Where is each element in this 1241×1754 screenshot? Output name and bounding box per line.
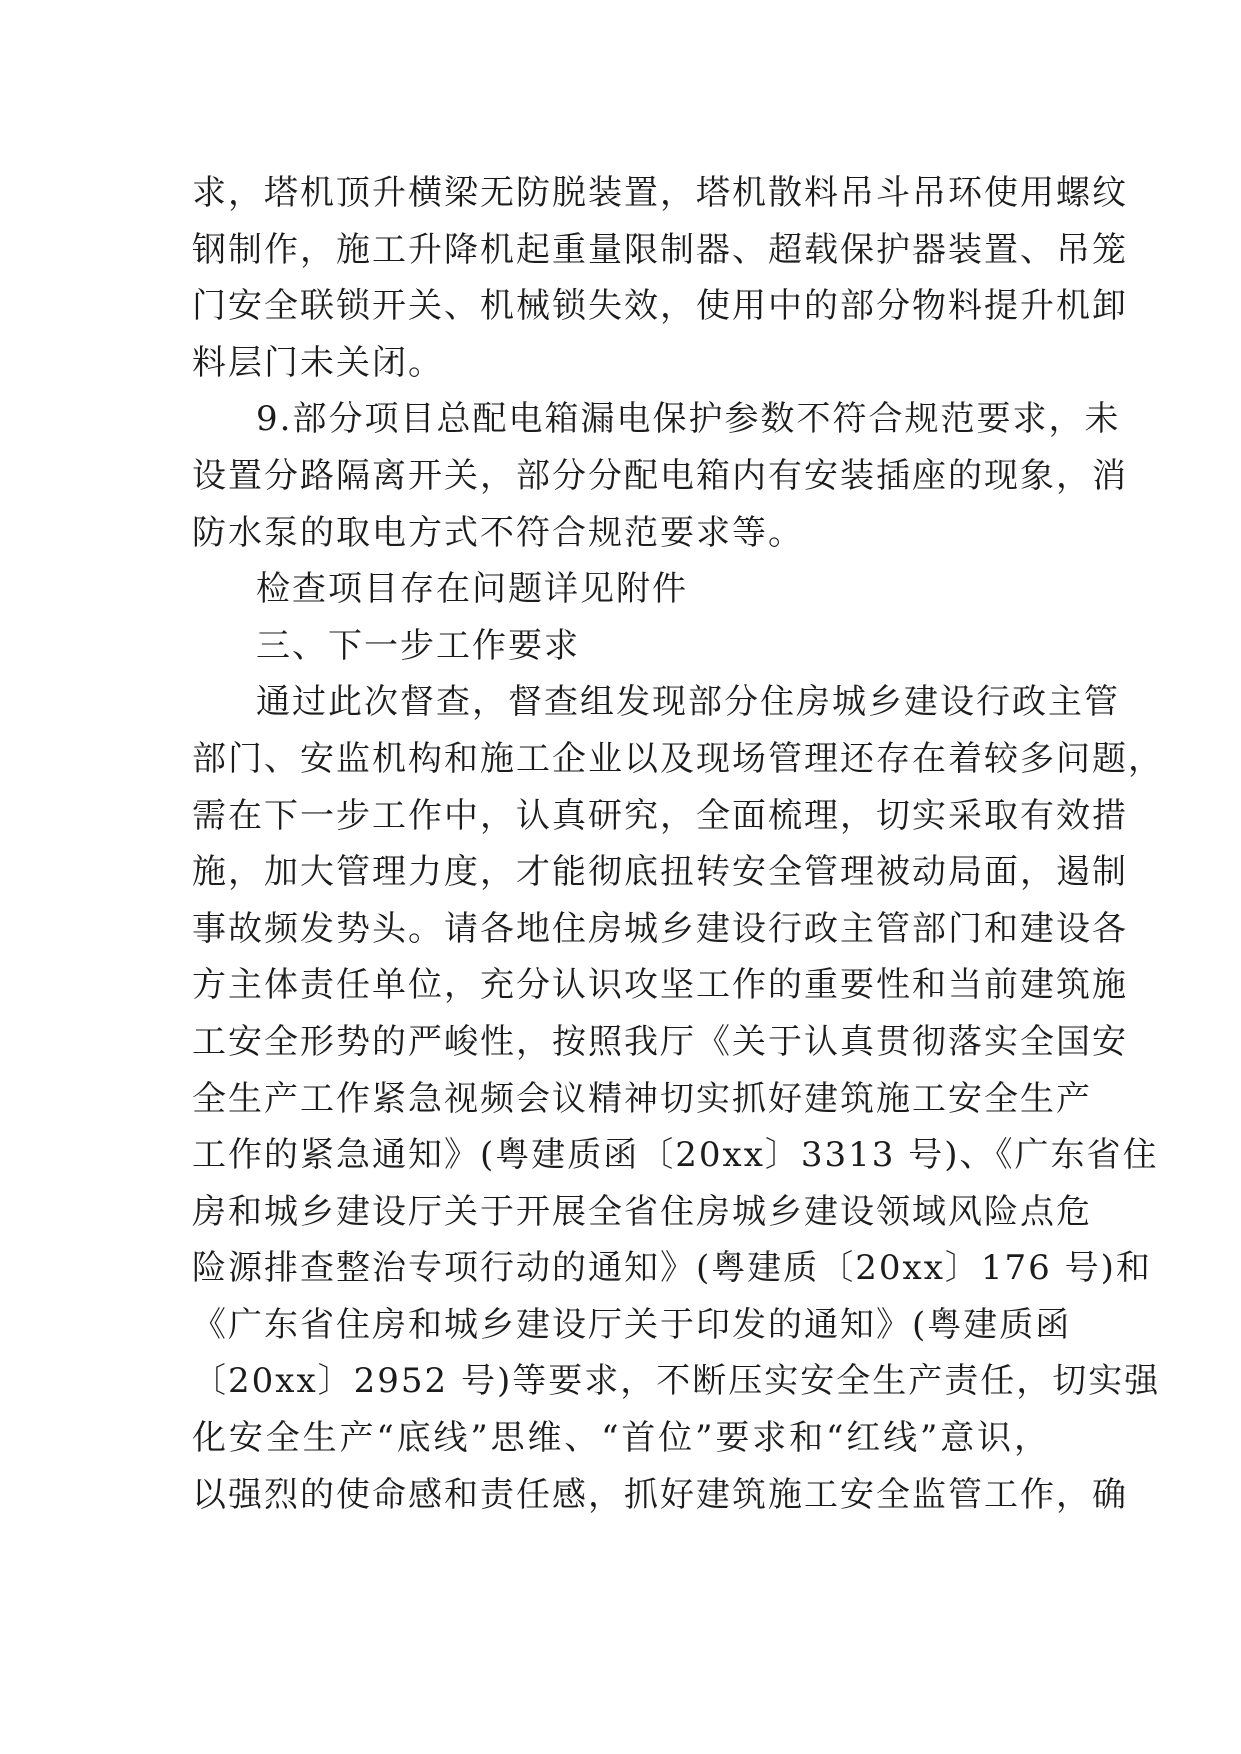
text-line: 工安全形势的严峻性，按照我厅《关于认真贯彻落实全国安 bbox=[192, 1021, 1128, 1062]
text-line: 工作的紧急通知》(粤建质函〔20xx〕3313 号)、《广东省住 bbox=[192, 1135, 1159, 1176]
text-line: 求，塔机顶升横梁无防脱装置，塔机散料吊斗吊环使用螺纹 bbox=[192, 173, 1128, 213]
text-line: 三、下一步工作要求 bbox=[256, 625, 580, 666]
text-line: 以强烈的使命感和责任感，抓好建筑施工安全监管工作，确 bbox=[192, 1474, 1128, 1515]
text-line: 门安全联锁开关、机械锁失效，使用中的部分物料提升机卸 bbox=[192, 286, 1128, 327]
text-line: 全生产工作紧急视频会议精神切实抓好建筑施工安全生产 bbox=[192, 1078, 1092, 1119]
text-line: 料层门未关闭。 bbox=[192, 342, 444, 383]
text-line: 部门、安监机构和施工企业以及现场管理还存在着较多问题， bbox=[192, 738, 1164, 779]
text-line: 检查项目存在问题详见附件 bbox=[256, 569, 688, 610]
text-line: 房和城乡建设厅关于开展全省住房城乡建设领域风险点危 bbox=[192, 1191, 1092, 1232]
text-line: 事故频发势头。请各地住房城乡建设行政主管部门和建设各 bbox=[192, 908, 1128, 949]
text-line: 化安全生产“底线”思维、“首位”要求和“红线”意识， bbox=[192, 1418, 1050, 1459]
text-line: 设置分路隔离开关，部分分配电箱内有安装插座的现象，消 bbox=[192, 455, 1128, 496]
text-line: 〔20xx〕2952 号)等要求，不断压实安全生产责任，切实强 bbox=[192, 1361, 1161, 1402]
text-line: 施，加大管理力度，才能彻底扭转安全管理被动局面，遏制 bbox=[192, 852, 1128, 893]
text-line: 《广东省住房和城乡建设厅关于印发的通知》(粤建质函 bbox=[192, 1304, 1072, 1345]
text-line: 防水泵的取电方式不符合规范要求等。 bbox=[192, 512, 804, 553]
text-line: 险源排查整治专项行动的通知》(粤建质〔20xx〕176 号)和 bbox=[192, 1248, 1152, 1289]
text-line: 方主体责任单位，充分认识攻坚工作的重要性和当前建筑施 bbox=[192, 965, 1128, 1006]
text-line: 需在下一步工作中，认真研究，全面梳理，切实采取有效措 bbox=[192, 795, 1128, 836]
text-line: 钢制作，施工升降机起重量限制器、超载保护器装置、吊笼 bbox=[192, 229, 1128, 270]
text-line: 通过此次督查，督查组发现部分住房城乡建设行政主管 bbox=[256, 682, 1120, 723]
document-body bbox=[192, 165, 1164, 1523]
text-line: 9.部分项目总配电箱漏电保护参数不符合规范要求，未 bbox=[256, 399, 1121, 440]
